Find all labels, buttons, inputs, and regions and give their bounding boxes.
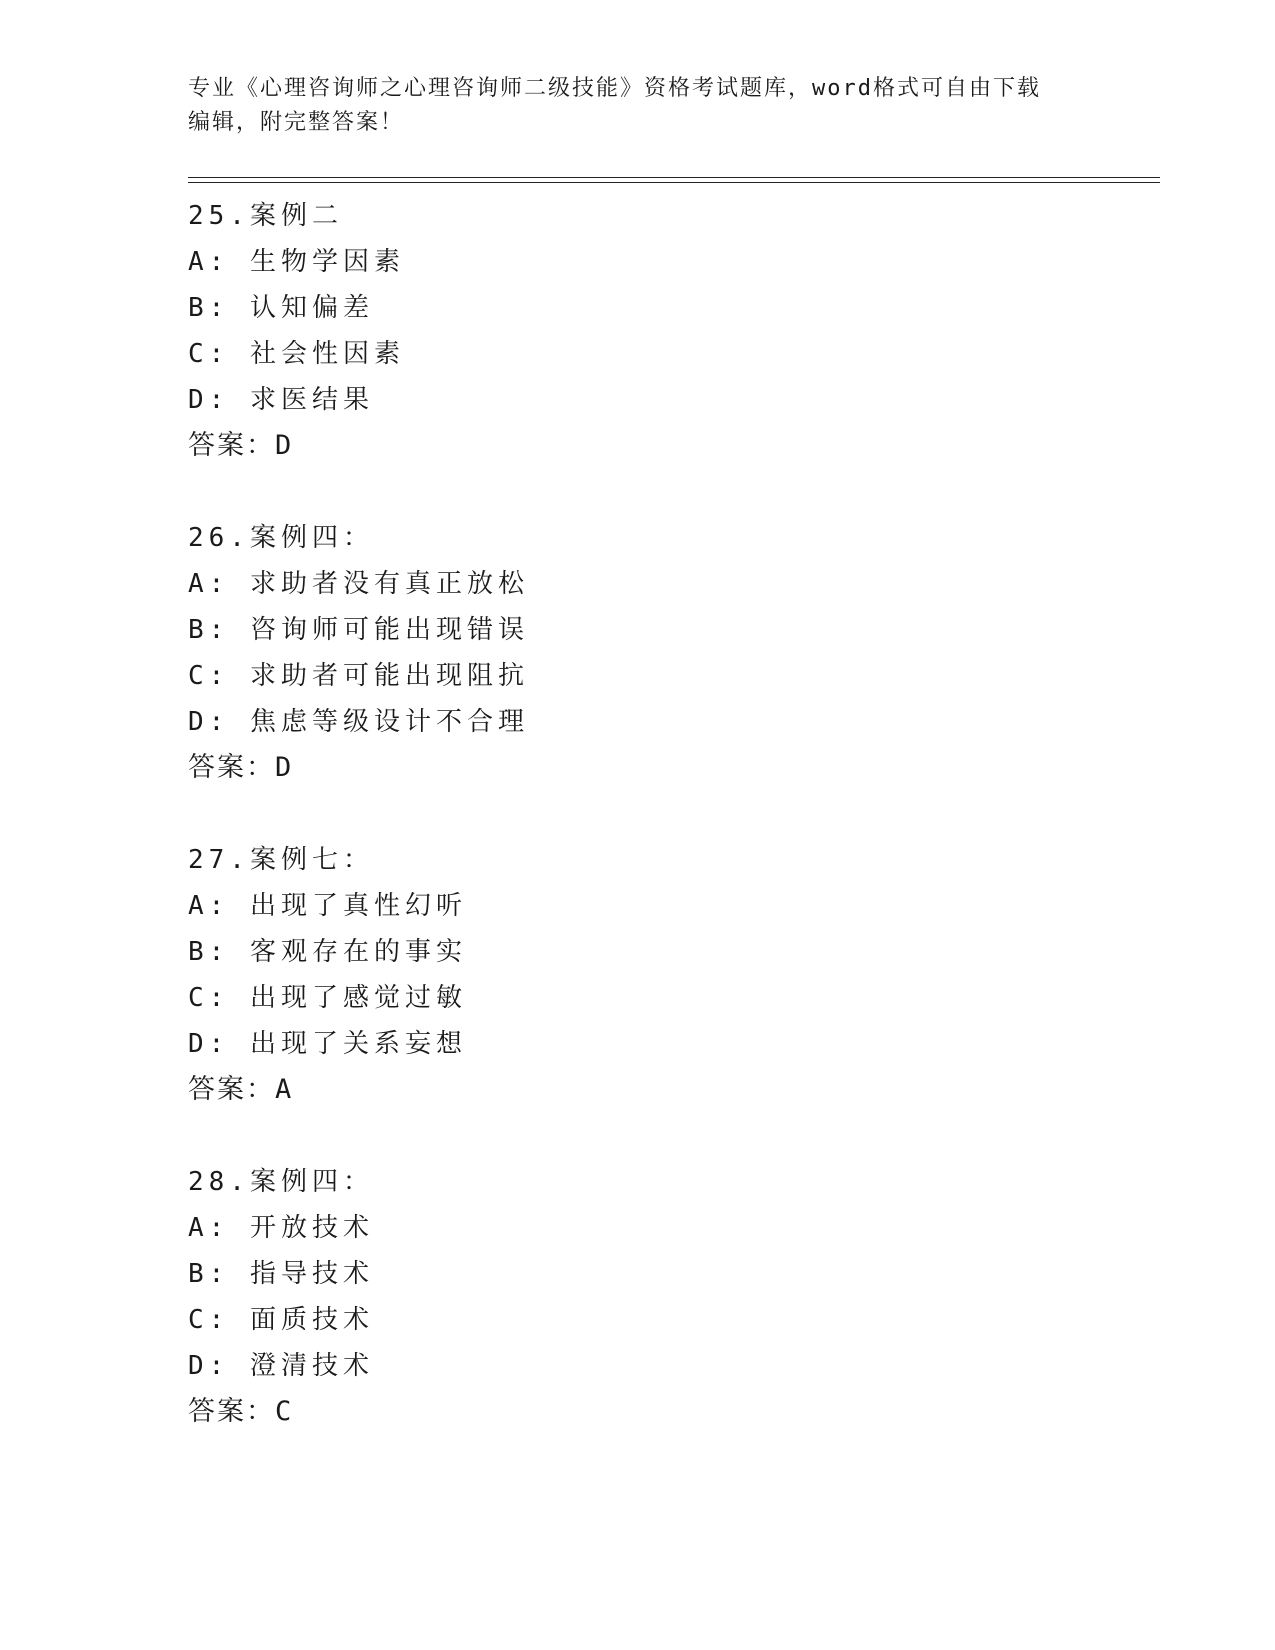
option-b: B: 咨询师可能出现错误 [188,615,529,645]
option-a: A: 开放技术 [188,1213,374,1243]
question-title: 28.案例四： [188,1167,374,1197]
option-c: C: 面质技术 [188,1305,374,1335]
question-26 [188,515,1088,791]
question-title: 25.案例二 [188,201,343,231]
question-27 [188,837,1088,1113]
answer-line: 答案：A [188,1074,294,1105]
option-a: A: 出现了真性幻听 [188,891,467,921]
option-a: A: 生物学因素 [188,247,405,277]
answer-line: 答案：C [188,1396,294,1427]
option-c: C: 社会性因素 [188,339,405,369]
question-title: 27.案例七： [188,845,374,875]
header-line-1: 专业《心理咨询师之心理咨询师二级技能》资格考试题库，word格式可自由下载 [188,76,1041,101]
question-28 [188,1159,1088,1435]
question-25 [188,193,1088,469]
option-b: B: 认知偏差 [188,293,374,323]
question-list [188,193,1088,1481]
answer-line: 答案：D [188,430,294,461]
header-rule-bottom [188,182,1160,183]
option-b: B: 客观存在的事实 [188,937,467,967]
option-a: A: 求助者没有真正放松 [188,569,529,599]
question-title: 26.案例四： [188,523,374,553]
answer-line: 答案：D [188,752,294,783]
option-c: C: 求助者可能出现阻抗 [188,661,529,691]
option-d: D: 澄清技术 [188,1351,374,1381]
option-b: B: 指导技术 [188,1259,374,1289]
option-c: C: 出现了感觉过敏 [188,983,467,1013]
header-rule-top [188,177,1160,178]
header-line-2: 编辑，附完整答案！ [188,110,405,135]
document-header [188,72,1088,140]
option-d: D: 求医结果 [188,385,374,415]
option-d: D: 焦虑等级设计不合理 [188,707,529,737]
option-d: D: 出现了关系妄想 [188,1029,467,1059]
